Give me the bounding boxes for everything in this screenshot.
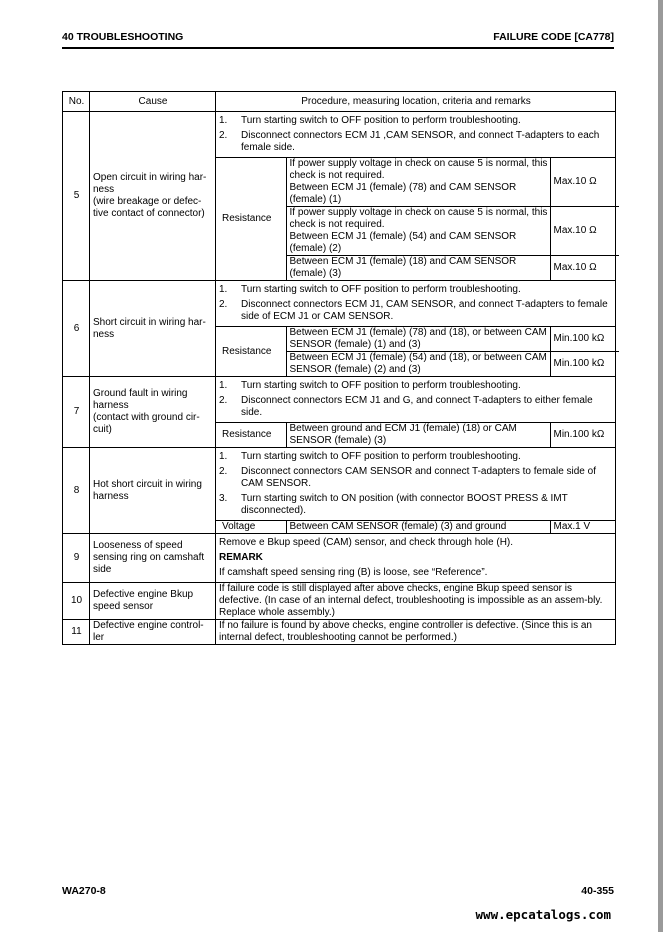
step-text: Disconnect connectors CAM SENSOR and connect T-adapters to female side of CAM SENSOR. — [241, 466, 596, 489]
step-number: 2. — [219, 299, 228, 310]
measurement-location: Between ECM J1 (female) (54) and (18), or between CAM SENSOR (female) (2) and (3) — [286, 352, 550, 377]
section-title: 40 TROUBLESHOOTING — [62, 31, 184, 43]
header-procedure: Procedure, measuring location, criteria and remarks — [216, 92, 616, 112]
procedure-line: If camshaft speed sensing ring (B) is loose, see “Reference”. — [219, 567, 488, 578]
procedure-steps — [216, 281, 616, 327]
cause-cell — [90, 377, 216, 448]
cause-text: Short circuit in wiring har-ness — [93, 316, 206, 340]
step-text: Turn starting switch to ON position (with connector BOOST PRESS & IMT disconnected). — [241, 493, 568, 516]
procedure-text — [216, 534, 616, 583]
cause-cell — [90, 448, 216, 534]
model-number: WA270-8 — [62, 885, 106, 897]
step-text: Turn starting switch to OFF position to perform troubleshooting. — [241, 380, 521, 391]
row-number: 6 — [63, 281, 90, 377]
step-item — [219, 466, 613, 490]
measurement-cell — [216, 521, 616, 534]
procedure-line: If no failure is found by above checks, engine controller is defective. (Since this is an internal defect, troubleshooting cannot be performed.) — [219, 620, 592, 643]
measurement-type: Resistance — [219, 158, 286, 280]
measurement-type: Resistance — [219, 327, 286, 376]
step-number: 2. — [219, 466, 228, 477]
cause-text: (wire breakage or defec-tive contact of connector) — [93, 196, 205, 219]
row-number: 5 — [63, 112, 90, 281]
step-number: 2. — [219, 130, 228, 141]
step-text: Turn starting switch to OFF position to perform troubleshooting. — [241, 115, 521, 126]
watermark: www.epcatalogs.com — [475, 907, 611, 922]
table-row — [63, 448, 616, 521]
cause-cell — [90, 620, 216, 645]
cause-cell — [90, 583, 216, 620]
criteria-value: Max.10 Ω — [550, 207, 619, 256]
measurement-type: Resistance — [219, 423, 286, 447]
step-item — [219, 493, 613, 517]
header-no: No. — [63, 92, 90, 112]
step-number: 3. — [219, 493, 228, 504]
step-text: Disconnect connectors ECM J1 ,CAM SENSOR, and connect T-adapters to each female side. — [241, 130, 600, 153]
criteria-value: Min.100 kΩ — [550, 352, 619, 377]
step-number: 2. — [219, 395, 228, 406]
measurement-location: Between ECM J1 (female) (78) and (18), or between CAM SENSOR (female) (1) and (3) — [286, 327, 550, 352]
step-text: Disconnect connectors ECM J1 and G, and connect T-adapters to either female side. — [241, 395, 593, 418]
cause-cell — [90, 112, 216, 281]
troubleshooting-table — [62, 91, 616, 645]
procedure-line: If failure code is still displayed after above checks, engine Bkup speed sensor is defective. (In case of an internal defect, troubleshooting is impossible as an assem-bly. Replace whole assembly.) — [219, 583, 603, 618]
measurement-location: If power supply voltage in check on cause 5 is normal, this check is not required. Between ECM J1 (female) (78) and CAM SENSOR (female) (1) — [286, 158, 550, 207]
header-cause: Cause — [90, 92, 216, 112]
step-item — [219, 299, 613, 323]
row-number: 10 — [63, 583, 90, 620]
step-text: Turn starting switch to OFF position to perform troubleshooting. — [241, 284, 521, 295]
cause-text: Defective engine control-ler — [93, 620, 204, 643]
step-item — [219, 130, 613, 154]
table-row — [63, 281, 616, 327]
step-number: 1. — [219, 115, 228, 126]
page-number: 40-355 — [581, 885, 614, 897]
procedure-text — [216, 620, 616, 645]
table-row — [63, 534, 616, 583]
step-item — [219, 284, 613, 296]
cause-text: Open circuit in wiring har-ness — [93, 172, 207, 195]
table-row — [63, 583, 616, 620]
step-item — [219, 451, 613, 463]
cause-text: Ground fault in wiring harness — [93, 388, 188, 411]
measurement-cell — [216, 423, 616, 448]
measurement-location: Between ground and ECM J1 (female) (18) or CAM SENSOR (female) (3) — [286, 423, 550, 447]
step-text: Disconnect connectors ECM J1, CAM SENSOR, and connect T-adapters to female side of ECM J1 or CAM SENSOR. — [241, 299, 608, 322]
remark-heading: REMARK — [219, 552, 263, 563]
criteria-value: Min.100 kΩ — [550, 327, 619, 352]
cause-text: (contact with ground cir-cuit) — [93, 412, 200, 435]
page-edge-shadow — [658, 0, 663, 932]
measurement-cell — [216, 158, 616, 281]
procedure-steps — [216, 112, 616, 158]
cause-cell — [90, 281, 216, 377]
criteria-value: Max.10 Ω — [550, 256, 619, 281]
step-item — [219, 395, 613, 419]
measurement-location: Between ECM J1 (female) (18) and CAM SENSOR (female) (3) — [286, 256, 550, 281]
measurement-location: Between CAM SENSOR (female) (3) and ground — [286, 521, 550, 533]
procedure-line: Remove e Bkup speed (CAM) sensor, and check through hole (H). — [219, 537, 514, 548]
procedure-steps — [216, 377, 616, 423]
procedure-steps — [216, 448, 616, 521]
step-number: 1. — [219, 380, 228, 391]
step-item — [219, 380, 613, 392]
header-rule — [62, 47, 614, 49]
table-row — [63, 620, 616, 645]
row-number: 9 — [63, 534, 90, 583]
criteria-value: Max.10 Ω — [550, 158, 619, 207]
row-number: 11 — [63, 620, 90, 645]
measurement-type: Voltage — [219, 521, 286, 533]
cause-text: Looseness of speed sensing ring on camshaft side — [93, 540, 205, 575]
step-text: Turn starting switch to OFF position to perform troubleshooting. — [241, 451, 521, 462]
row-number: 8 — [63, 448, 90, 534]
measurement-cell — [216, 327, 616, 377]
criteria-value: Min.100 kΩ — [550, 423, 619, 447]
table-row — [63, 377, 616, 423]
measurement-location: If power supply voltage in check on cause 5 is normal, this check is not required. Between ECM J1 (female) (54) and CAM SENSOR (female) (2) — [286, 207, 550, 256]
table-header-row — [63, 92, 616, 112]
cause-text: Hot short circuit in wiring harness — [93, 478, 202, 502]
procedure-text — [216, 583, 616, 620]
criteria-value: Max.1 V — [550, 521, 619, 533]
step-number: 1. — [219, 284, 228, 295]
step-item — [219, 115, 613, 127]
step-number: 1. — [219, 451, 228, 462]
cause-text: Defective engine Bkup speed sensor — [93, 589, 194, 612]
failure-code-title: FAILURE CODE [CA778] — [493, 31, 614, 43]
cause-cell — [90, 534, 216, 583]
table-row — [63, 112, 616, 158]
row-number: 7 — [63, 377, 90, 448]
